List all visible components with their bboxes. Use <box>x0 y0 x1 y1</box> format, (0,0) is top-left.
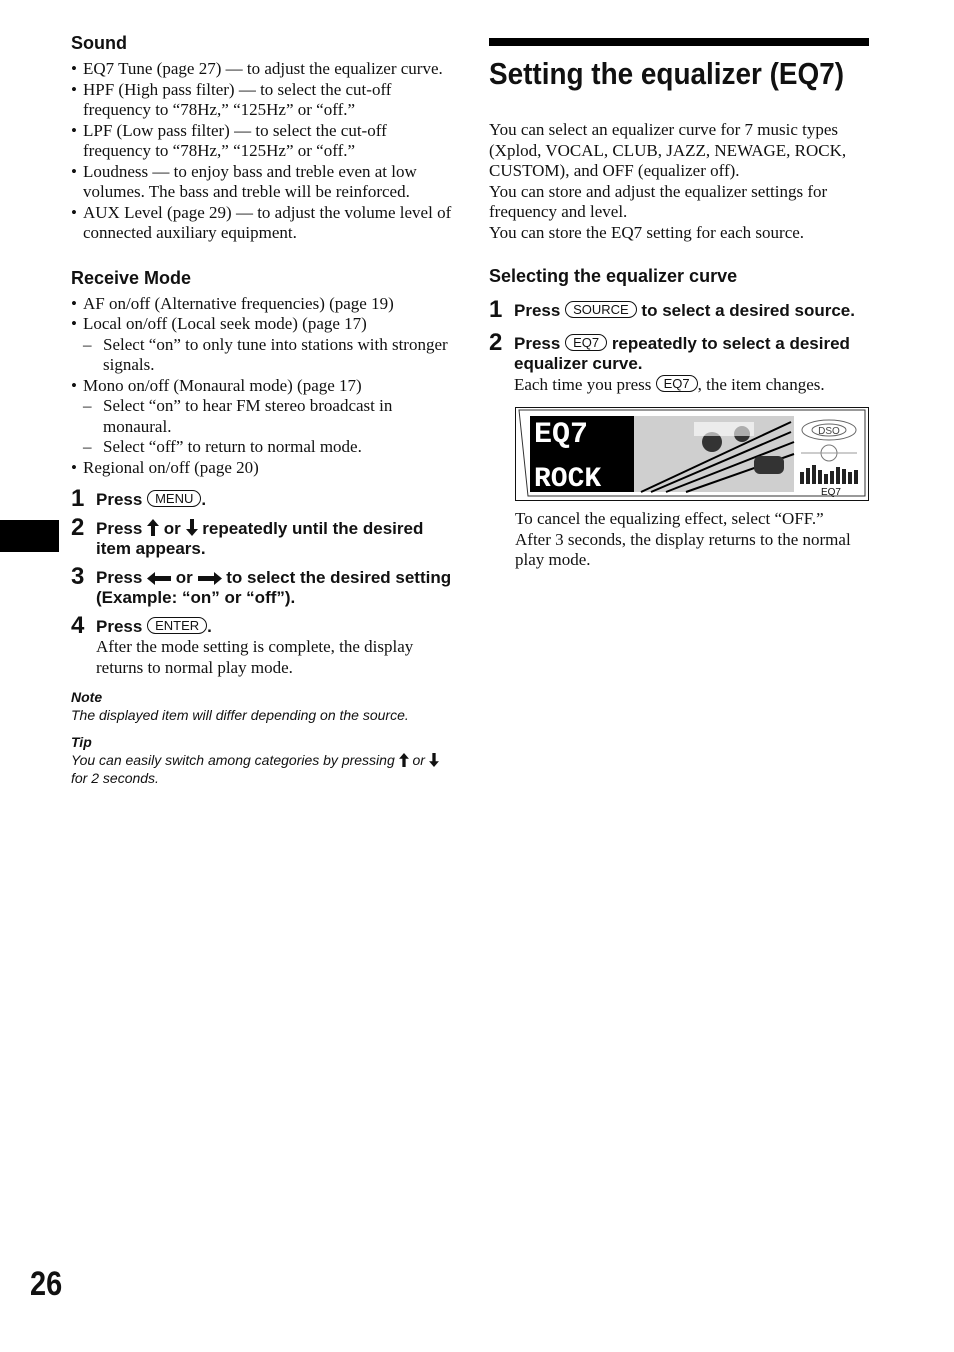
dso-label: DSO <box>818 426 840 437</box>
step-text: or <box>175 567 193 587</box>
receive-mode-heading: Receive Mode <box>71 267 192 288</box>
eq-step-1 <box>489 296 869 323</box>
step-text: Press <box>96 567 143 587</box>
list-item: • Loudness — to enjoy bass and treble even at low volumes. The bass and treble will be reinforced. <box>71 162 456 203</box>
step-body-text: , the item changes. <box>697 374 825 394</box>
step-text: to select a desired source. <box>641 301 855 320</box>
list-item: • EQ7 Tune (page 27) — to adjust the equalizer curve. <box>71 59 456 80</box>
step-text: . <box>201 490 207 509</box>
list-subitem: – Select “on” to hear FM stereo broadcast in monaural. <box>71 396 456 437</box>
eq7-key: EQ7 <box>565 334 607 351</box>
step-text: Press <box>514 333 561 353</box>
list-item: • AUX Level (page 29) — to adjust the volume level of connected auxiliary equipment. <box>71 203 456 244</box>
list-item: • Mono on/off (Monaural mode) (page 17) <box>71 376 456 397</box>
list-item: • Local on/off (Local seek mode) (page 17) <box>71 314 456 335</box>
step-body <box>514 375 869 396</box>
step-number: 2 <box>71 513 85 541</box>
step-number: 3 <box>71 562 85 590</box>
step-text: repeatedly until the desired item appears. <box>96 518 424 558</box>
step-text: or <box>163 518 181 538</box>
note-label: Note <box>71 689 103 705</box>
sound-heading: Sound <box>71 33 127 53</box>
step-text: to select the desired setting (Example: “on” or “off”). <box>96 567 452 607</box>
step-text: Press <box>96 490 143 509</box>
paragraph: You can store the EQ7 setting for each source. <box>489 222 805 242</box>
arrow-down-icon <box>429 753 439 767</box>
step-number: 4 <box>71 611 85 639</box>
list-item: • LPF (Low pass filter) — to select the cut-off frequency to “78Hz,” “125Hz” or “off.” <box>71 121 456 162</box>
source-key: SOURCE <box>565 301 637 318</box>
step-text: Press <box>96 616 143 636</box>
page-title: Setting the equalizer (EQ7) <box>489 56 845 91</box>
step-1 <box>71 485 456 512</box>
tip-text-part: You can easily switch among categories by pressing <box>71 752 395 768</box>
enter-key: ENTER <box>147 617 207 634</box>
page-number: 26 <box>30 1265 63 1303</box>
step-text: Press <box>514 301 561 320</box>
step-4 <box>71 611 456 679</box>
arrow-up-icon <box>147 519 159 536</box>
paragraph: You can select an equalizer curve for 7 music types (Xplod, VOCAL, CLUB, JAZZ, NEWAGE, ROCK, CUSTOM), and OFF (equalizer off). <box>489 120 847 180</box>
tip-text <box>71 751 456 787</box>
list-subitem: – Select “off” to return to normal mode. <box>71 437 456 458</box>
step-number: 1 <box>71 485 85 512</box>
closing-text <box>515 509 869 571</box>
step-number: 2 <box>489 328 503 356</box>
step-text: repeatedly to select a desired equalizer curve. <box>514 333 850 373</box>
step-body: After the mode setting is complete, the display returns to normal play mode. <box>96 637 414 677</box>
eq7-indicator: EQ7 <box>820 487 842 498</box>
right-column <box>489 38 869 571</box>
step-number: 1 <box>489 296 503 323</box>
step-2 <box>71 513 456 560</box>
tip-label: Tip <box>71 734 92 750</box>
tip-text-part: or <box>412 752 425 768</box>
step-text: . <box>207 616 212 636</box>
list-subitem: – Select “on” to only tune into stations with stronger signals. <box>71 335 456 376</box>
section-tab-marker <box>0 520 59 552</box>
intro-text <box>489 120 869 243</box>
paragraph: You can store and adjust the equalizer settings for frequency and level. <box>489 181 828 221</box>
tip-text-part: for 2 seconds. <box>71 770 159 786</box>
arrow-up-icon <box>399 753 409 767</box>
step-3 <box>71 562 456 609</box>
note-text: The displayed item will differ depending on the source. <box>71 707 409 723</box>
arrow-right-icon <box>198 572 222 585</box>
arrow-down-icon <box>186 519 198 536</box>
menu-key: MENU <box>147 490 201 507</box>
receive-mode-list <box>71 294 456 479</box>
paragraph: After 3 seconds, the display returns to the normal play mode. <box>515 529 851 569</box>
left-column <box>71 32 456 787</box>
step-text: Press <box>96 518 143 538</box>
title-rule <box>489 38 869 46</box>
display-illustration <box>515 407 869 501</box>
sound-list <box>71 59 456 244</box>
step-body-text: Each time you press <box>514 374 652 394</box>
display-line-1: EQ7 <box>534 418 589 452</box>
list-item: • AF on/off (Alternative frequencies) (page 19) <box>71 294 456 315</box>
list-item: • Regional on/off (page 20) <box>71 458 456 479</box>
paragraph: To cancel the equalizing effect, select “OFF.” <box>515 509 824 528</box>
eq-step-2 <box>489 328 869 396</box>
list-item: • HPF (High pass filter) — to select the cut-off frequency to “78Hz,” “125Hz” or “off.” <box>71 80 456 121</box>
display-line-2: ROCK <box>534 464 602 495</box>
arrow-left-icon <box>147 572 171 585</box>
subsection-heading: Selecting the equalizer curve <box>489 266 738 286</box>
eq7-key: EQ7 <box>656 375 698 392</box>
